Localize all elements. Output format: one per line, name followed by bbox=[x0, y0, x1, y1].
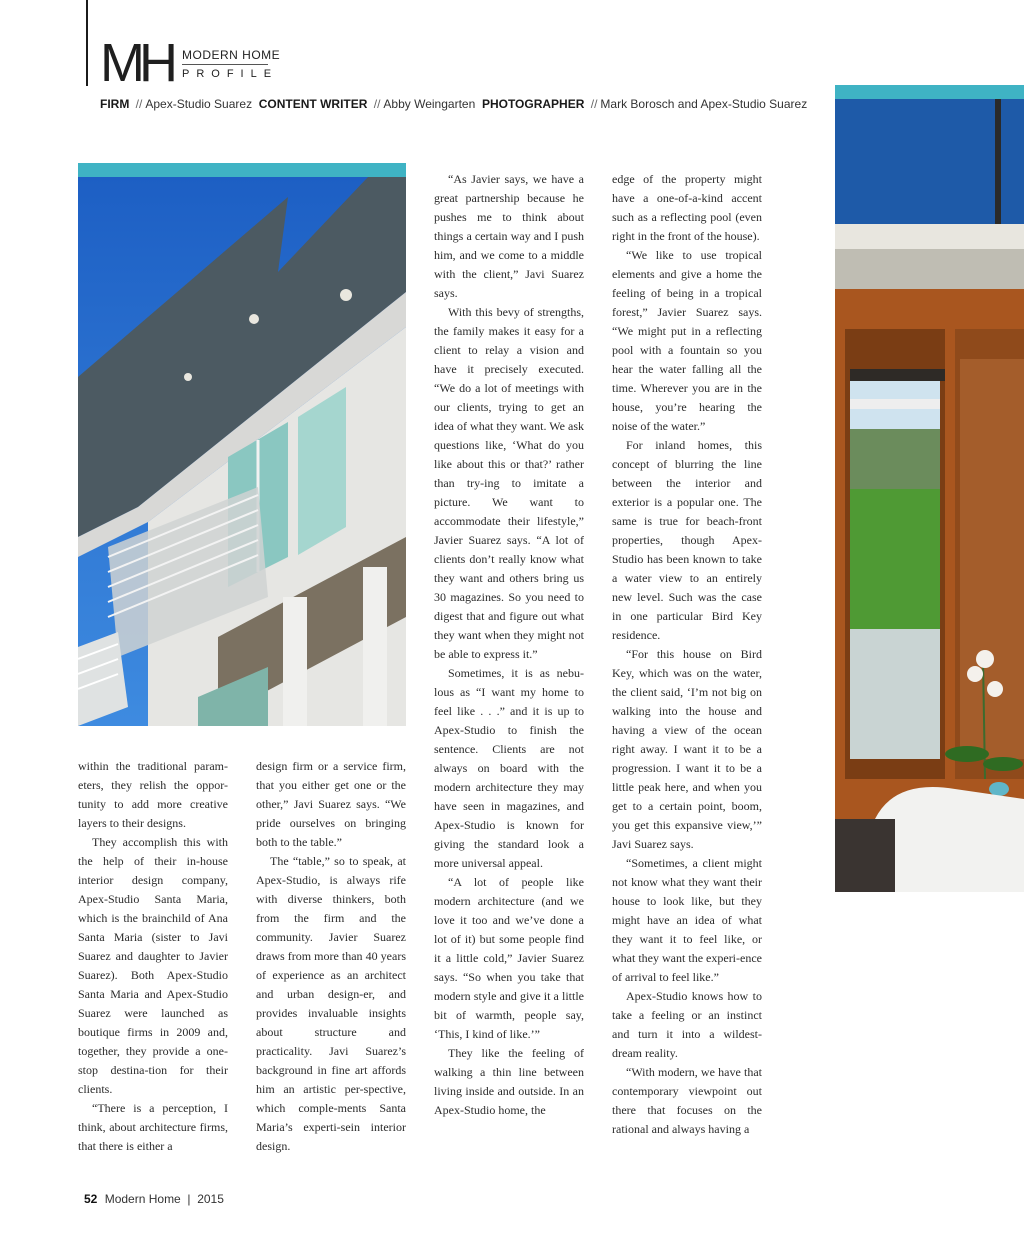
paragraph: Sometimes, it is as nebu-lous as “I want my home to feel like . . .” and it is up to Apex-Studio to finish the sentence. Clients are not always on board with the modern architecture they may have seen in magazines, and Apex-Studio is known for giving the standard look a more universal appeal. bbox=[434, 666, 584, 870]
paragraph: “As Javier says, we have a great partnership because he pushes me to think about things a certain way and I push him, and we come to a middle with the client,” Javi Suarez says. bbox=[434, 172, 584, 300]
credit-separator: // bbox=[590, 97, 598, 111]
photographer-label: PHOTOGRAPHER bbox=[481, 97, 585, 111]
issue-year: 2015 bbox=[197, 1192, 224, 1206]
firm-value: Apex-Studio Suarez bbox=[145, 97, 253, 111]
paragraph: “There is a perception, I think, about architecture firms, that there is either a bbox=[78, 1101, 228, 1153]
accent-band bbox=[835, 85, 1024, 99]
page-number: 52 bbox=[84, 1192, 98, 1206]
credit-separator: // bbox=[373, 97, 381, 111]
writer-value: Abby Weingarten bbox=[383, 97, 476, 111]
paragraph: The “table,” so to speak, at Apex-Studio, is always rife with diverse thinkers, both from the firm and the community. Javier Suarez draws from more than 40 years of experience as an architect and urban design-er, and provides invaluable insights about structure and practicality. Javi Suarez’s background in fine art affords him an artistic per-spective, which comple-ments Santa Maria’s experti-sein interior design. bbox=[256, 854, 406, 1153]
page-folio bbox=[84, 1192, 224, 1206]
paragraph: design firm or a service firm, that you either get one or the other,” Javi Suarez says. “We pride ourselves on bringing both to the table.” bbox=[256, 759, 406, 849]
house-exterior-illustration bbox=[78, 177, 406, 726]
photographer-value: Mark Borosch and Apex-Studio Suarez bbox=[600, 97, 808, 111]
paragraph: edge of the property might have a one-of-a-kind accent such as a reflecting pool (even right in the front of the house). bbox=[612, 172, 762, 243]
paragraph: They accomplish this with the help of their in-house interior design company, Apex-Studio Santa Maria, which is the brainchild of Ana Santa Maria (sister to Javi Suarez and daughter to Javier Suarez). Both Apex-Studio Santa Maria and Apex-Studio Suarez were launched as boutique firms in 2009 and, together, they provide a one-stop destina-tion for their clients. bbox=[78, 835, 228, 1096]
paragraph: For inland homes, this concept of blurring the line between the interior and exterior is a popular one. The same is true for beach-front properties, though Apex-Studio has been known to take a water view to an entirely new level. Such was the case in one particular Bird Key residence. bbox=[612, 438, 762, 642]
paragraph: “We like to use tropical elements and give a home the feeling of being in a tropical forest,” Javier Suarez says. “We might put in a reflecting pool with a fountain so you hear the water falling all the time. Wherever you are in the house, you’re hearing the noise of the water.” bbox=[612, 248, 762, 433]
interior-photo bbox=[835, 85, 1024, 892]
paragraph: “With modern, we have that contemporary viewpoint out there that focuses on the rational and always having a bbox=[612, 1065, 762, 1136]
logo-subtitle: PROFILE bbox=[182, 68, 279, 80]
house-exterior-photo bbox=[78, 163, 406, 726]
logo-title: MODERN HOME bbox=[182, 48, 281, 62]
article-column-2 bbox=[256, 757, 406, 1156]
paragraph: “Sometimes, a client might not know what they want their house to look like, but they might have an idea of what they want it to feel like, or what they want the experi-ence of arrival to feel like.” bbox=[612, 856, 762, 984]
paragraph: Apex-Studio knows how to take a feeling or an instinct and turn it into a wildest-dream reality. bbox=[612, 989, 762, 1060]
paragraph: With this bevy of strengths, the family makes it easy for a client to relay a vision and have it precisely executed. “We do a lot of meetings with our clients, trying to get an idea of what they want. We ask questions like, ‘What do you like about this or that?’ rather than try-ing to imitate a picture. We want to accommodate their lifestyle,” Javier Suarez says. “A lot of clients don’t really know what they want and others bring us 30 magazines. So you need to digest that and figure out what they want when they might not be able to express it.” bbox=[434, 305, 584, 661]
paragraph: “A lot of people like modern architecture (and we love it too and we’ve done a lot of it) but some people find it a little cold,” Javier Suarez says. “So when you take that modern style and give it a little bit of warmth, people say, ‘This, I kind of like.’” bbox=[434, 875, 584, 1041]
firm-label: FIRM bbox=[100, 97, 130, 111]
credits-line bbox=[100, 97, 807, 111]
writer-label: CONTENT WRITER bbox=[258, 97, 368, 111]
paragraph: within the traditional param-eters, they relish the oppor-tunity to add more creative layers to their designs. bbox=[78, 759, 228, 830]
paragraph: “For this house on Bird Key, which was on the water, the client said, ‘I’m not big on walking into the house and having a view of the ocean right away. I want it to be a progression. I want it to be a little peak here, and when you get to a certain point, boom, you get this expansive view,’” Javi Suarez says. bbox=[612, 647, 762, 851]
logo-mark: MH bbox=[100, 33, 172, 93]
paragraph: They like the feeling of walking a thin line between living inside and outside. In an Apex-Studio home, the bbox=[434, 1046, 584, 1117]
article-column-3 bbox=[434, 170, 584, 1120]
interior-illustration bbox=[835, 99, 1024, 892]
header-vertical-rule bbox=[86, 0, 88, 86]
article-column-1 bbox=[78, 757, 228, 1156]
folio-separator: | bbox=[187, 1192, 191, 1206]
article-column-4 bbox=[612, 170, 762, 1139]
credit-separator: // bbox=[135, 97, 143, 111]
accent-band bbox=[78, 163, 406, 177]
logo-divider bbox=[182, 64, 268, 65]
magazine-name: Modern Home bbox=[104, 1192, 181, 1206]
